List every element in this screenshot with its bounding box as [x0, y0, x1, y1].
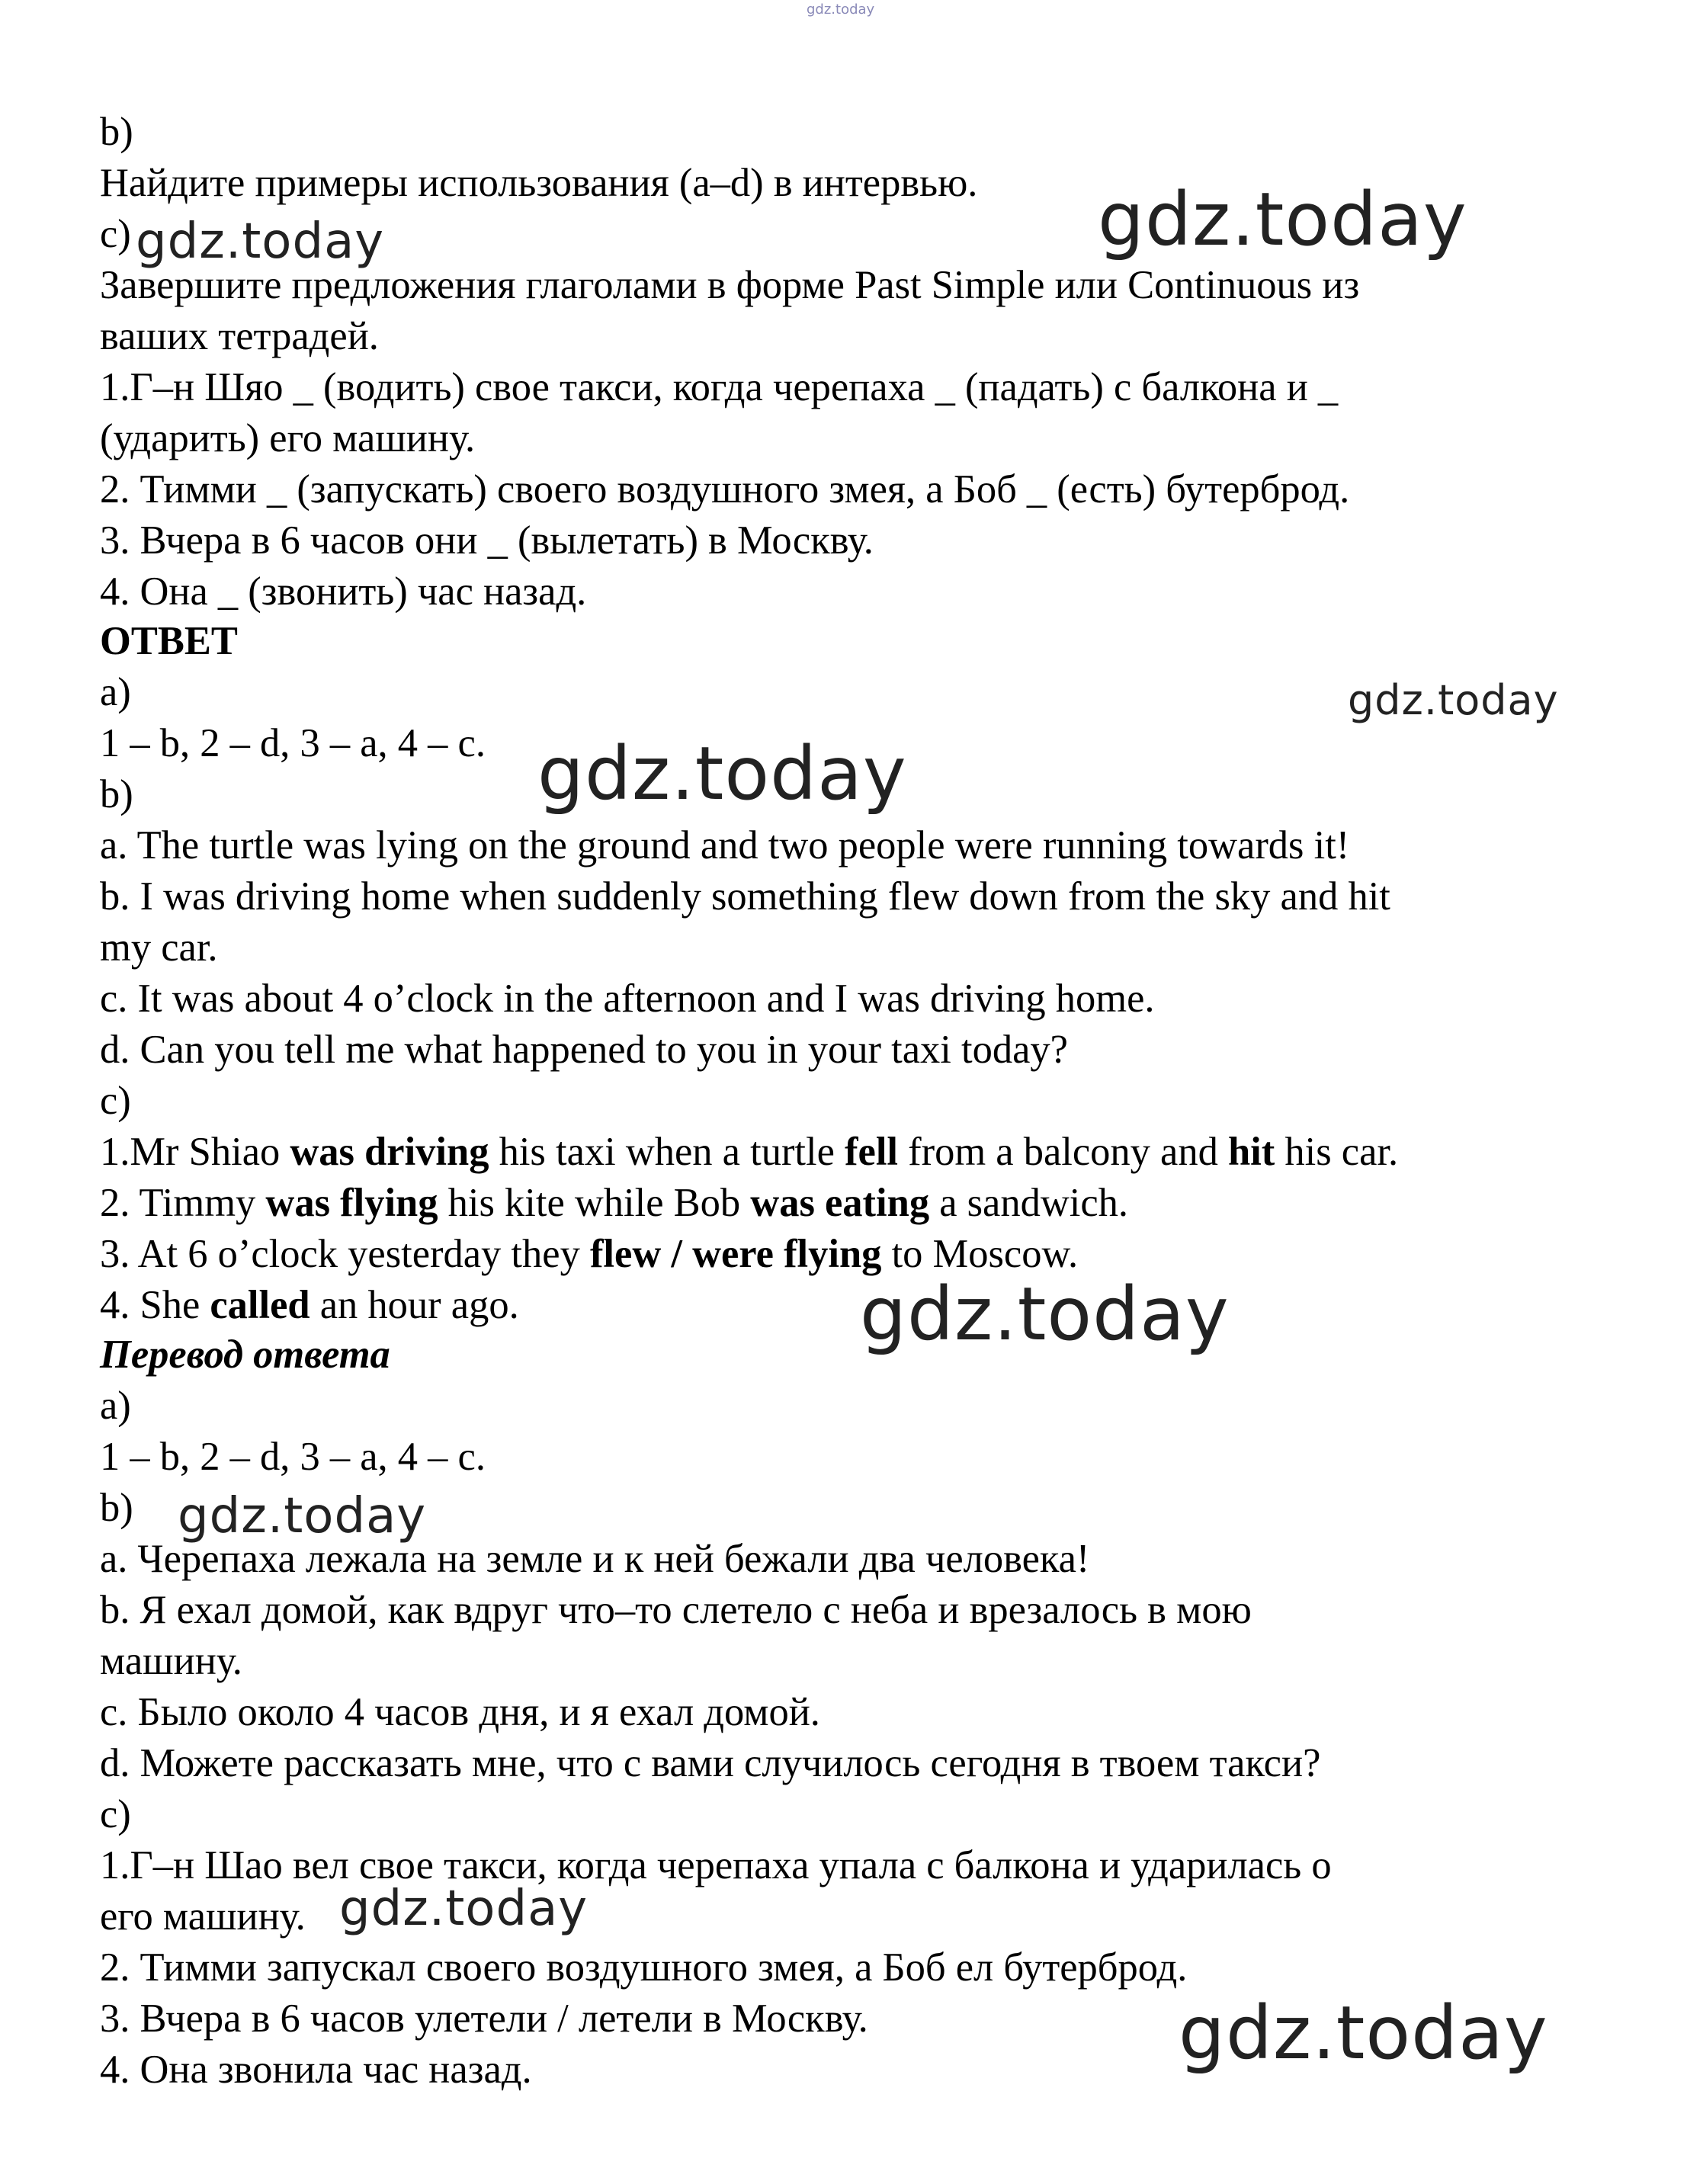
answer-c1-verb: hit — [1227, 1130, 1275, 1174]
answer-c1-text: 1.Mr Shiao — [100, 1130, 290, 1174]
answer-c3-verb: flew / were flying — [589, 1232, 882, 1276]
answer-c1-text: his car. — [1275, 1130, 1399, 1174]
answer-c2-verb: was flying — [265, 1181, 438, 1225]
answer-b-item-c: c. It was about 4 o’clock in the afternoon and I was driving home. — [100, 977, 1155, 1021]
translation-b-item-c: c. Было около 4 часов дня, и я ехал домой. — [100, 1690, 820, 1734]
answer-b-item-b-cont: my car. — [100, 925, 218, 970]
task-item-3: 3. Вчера в 6 часов они _ (вылетать) в Москву. — [100, 518, 874, 563]
answer-c4-verb: called — [210, 1283, 310, 1327]
task-b-text: Найдите примеры использования (a–d) в интервью. — [100, 161, 978, 205]
answer-c1-text: his taxi when a turtle — [489, 1130, 845, 1174]
translation-c-item-1: 1.Г–н Шао вел свое такси, когда черепаха упала с балкона и ударилась о — [100, 1843, 1332, 1887]
answer-c1-verb: was driving — [290, 1130, 489, 1174]
watermark: gdz.today — [339, 1881, 589, 1937]
answer-b-item-a: a. The turtle was lying on the ground and two people were running towards it! — [100, 823, 1350, 868]
answer-c2-text: 2. Timmy — [100, 1181, 266, 1225]
task-item-2: 2. Тимми _ (запускать) своего воздушного змея, а Боб _ (есть) бутерброд. — [100, 467, 1350, 512]
answer-c3-text: to Moscow. — [881, 1232, 1079, 1276]
answer-c3-text: 3. At 6 o’clock yesterday they — [100, 1232, 590, 1276]
answer-c2-text: a sandwich. — [929, 1181, 1129, 1225]
answer-c2-verb: was eating — [750, 1181, 930, 1225]
answer-c-item-1 — [100, 1127, 1398, 1177]
translation-c-label: c) — [100, 1792, 131, 1836]
translation-c-item-2: 2. Тимми запускал своего воздушного змея, а Боб ел бутерброд. — [100, 1945, 1188, 1990]
answer-c-label: c) — [100, 1079, 131, 1123]
answer-c-item-4 — [100, 1280, 519, 1330]
translation-a-text: 1 – b, 2 – d, 3 – a, 4 – c. — [100, 1435, 486, 1479]
answer-c1-verb: fell — [845, 1130, 898, 1174]
answer-c2-text: his kite while Bob — [438, 1181, 751, 1225]
answer-c-item-2 — [100, 1178, 1128, 1228]
watermark: gdz.today — [1098, 177, 1467, 262]
translation-c-item-1-cont: его машину. — [100, 1894, 306, 1939]
answer-heading: ОТВЕТ — [100, 619, 238, 663]
translation-heading: Перевод ответа — [100, 1333, 390, 1377]
watermark: gdz.today — [178, 1488, 427, 1544]
translation-b-label: b) — [100, 1486, 133, 1530]
answer-a-label: a) — [100, 670, 131, 714]
translation-b-item-b: b. Я ехал домой, как вдруг что–то слетело с неба и врезалось в мою — [100, 1588, 1252, 1632]
task-b-label: b) — [100, 110, 133, 154]
answer-c4-text: an hour ago. — [309, 1283, 519, 1327]
task-c-text-2: ваших тетрадей. — [100, 314, 379, 358]
task-item-1: 1.Г–н Шяо _ (водить) свое такси, когда черепаха _ (падать) с балкона и _ — [100, 365, 1339, 409]
answer-c1-text: from a balcony and — [898, 1130, 1228, 1174]
answer-c4-text: 4. She — [100, 1283, 210, 1327]
task-item-4: 4. Она _ (звонить) час назад. — [100, 569, 587, 614]
translation-b-item-b-cont: машину. — [100, 1639, 242, 1683]
answer-b-label: b) — [100, 772, 133, 816]
watermark: gdz.today — [1179, 1990, 1548, 2076]
translation-a-label: a) — [100, 1384, 131, 1428]
translation-b-item-d: d. Можете рассказать мне, что с вами случилось сегодня в твоем такси? — [100, 1741, 1321, 1785]
translation-c-item-3: 3. Вчера в 6 часов улетели / летели в Москву. — [100, 1996, 868, 2041]
watermark: gdz.today — [860, 1272, 1230, 1357]
watermark: gdz.today — [1348, 676, 1559, 724]
task-c-label: c) — [100, 212, 131, 256]
watermark-top: gdz.today — [807, 2, 875, 18]
watermark: gdz.today — [136, 213, 385, 270]
task-item-1-cont: (ударить) его машину. — [100, 416, 476, 460]
answer-b-item-b: b. I was driving home when suddenly something flew down from the sky and hit — [100, 874, 1390, 919]
answer-b-item-d: d. Can you tell me what happened to you in your taxi today? — [100, 1028, 1068, 1072]
answer-a-text: 1 – b, 2 – d, 3 – a, 4 – c. — [100, 721, 486, 765]
watermark: gdz.today — [537, 731, 907, 816]
translation-c-item-4: 4. Она звонила час назад. — [100, 2048, 532, 2092]
task-c-text-1: Завершите предложения глаголами в форме Past Simple или Continuous из — [100, 263, 1360, 307]
translation-b-item-a: a. Черепаха лежала на земле и к ней бежали два человека! — [100, 1537, 1090, 1581]
